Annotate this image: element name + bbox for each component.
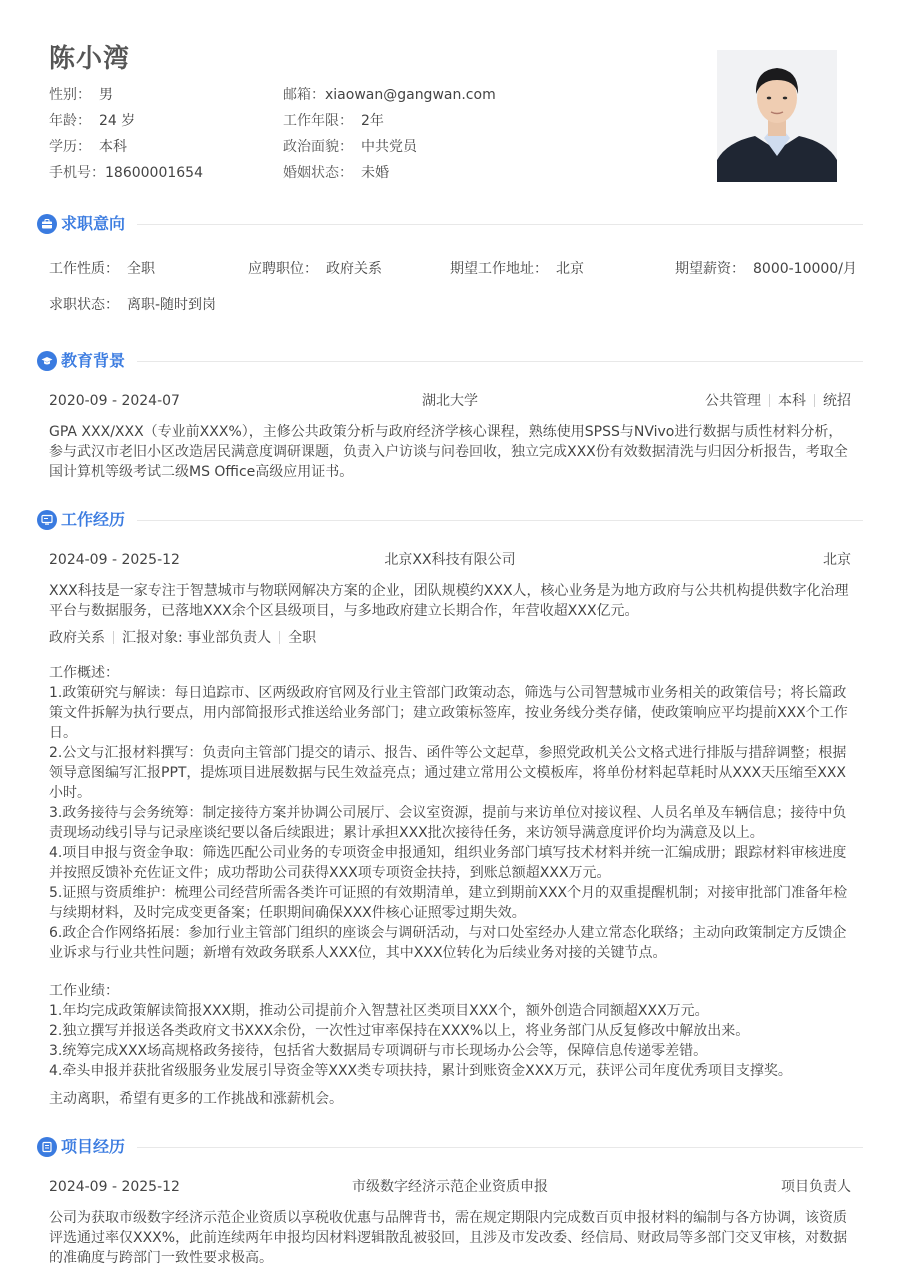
work-overview-item: 5.证照与资质维护：梳理公司经营所需各类许可证照的有效期清单，建立到期前XXX个月的双重提醒机制；对接审批部门准备年检与续期材料，及时完成变更备案；任职期间确保XXX件核心证照零过期失效。: [49, 885, 848, 921]
list-icon: [37, 1137, 57, 1157]
education-value: 本科: [99, 139, 127, 155]
section-header-project: [37, 1135, 863, 1159]
tag-separator: [113, 631, 114, 644]
marital-label: 婚姻状态：: [283, 165, 353, 181]
email-field: [283, 85, 496, 105]
work-overview-title: 工作概述：: [49, 665, 119, 681]
project-date: 2024-09 - 2025-12: [49, 1179, 180, 1195]
briefcase-icon: [37, 214, 57, 234]
years-value: 2年: [361, 113, 384, 129]
work-company-intro: XXX科技是一家专注于智慧城市与物联网解决方案的企业，团队规模约XXX人，核心业务是为地方政府与公共机构提供数字化治理平台与数据服务，已落地XXX余个区县级项目，与多地政府建立长期合作，年营收超XXX亿元。: [49, 583, 849, 619]
email-label: 邮箱：: [283, 87, 325, 103]
intent-location-label: 期望工作地址：: [450, 261, 548, 277]
email-value[interactable]: xiaowan@gangwan.com: [325, 87, 496, 103]
work-tags: [49, 628, 316, 648]
work-achievement-item: 1.年均完成政策解读简报XXX期，推动公司提前介入智慧社区类项目XXX个，额外创造合同额超XXX万元。: [49, 1003, 709, 1019]
candidate-name: 陈小湾: [49, 44, 131, 74]
marital-field: [283, 163, 389, 183]
work-date: 2024-09 - 2025-12: [49, 552, 180, 568]
age-value: 24 岁: [99, 113, 136, 129]
work-overview-item: 1.政策研究与解读：每日追踪市、区两级政府官网及行业主管部门政策动态，筛选与公司智慧城市业务相关的政策信号；将长篇政策文件拆解为执行要点，用内部简报形式推送给业务部门；建立政策标签库，按业务线分类存储，使政策响应平均提前XXX个工作日。: [49, 685, 848, 741]
profile-photo: [717, 50, 837, 182]
work-overview-item: 6.政企合作网络拓展：参加行业主管部门组织的座谈会与调研活动，与对口处室经办人建立常态化联络；主动向政策制定方反馈企业诉求与行业共性问题；新增有效政务联系人XXX位，其中XXX位转化为后续业务对接的关键节点。: [49, 925, 847, 961]
work-tag-role: 政府关系: [49, 630, 105, 646]
phone-label: 手机号：: [49, 165, 105, 181]
education-tags: [705, 391, 851, 411]
intent-position-value: 政府关系: [326, 261, 382, 277]
work-achievement-item: 2.独立撰写并报送各类政府文书XXX余份，一次性过审率保持在XXX%以上，将业务部门从反复修改中解放出来。: [49, 1023, 750, 1039]
politics-label: 政治面貌：: [283, 139, 353, 155]
work-tag-report: 汇报对象: 事业部负责人: [122, 630, 272, 646]
intent-status: [49, 295, 216, 315]
intent-status-value: 离职-随时到岗: [127, 297, 217, 313]
education-label: 学历：: [49, 139, 91, 155]
work-overview-item: 3.政务接待与会务统筹：制定接待方案并协调公司展厅、会议室资源，提前与来访单位对接议程、人员名单及车辆信息；接待中负责现场动线引导与记录座谈纪要以备后续跟进；累计承担XXX批次接待任务，来访领导满意度评价均为满意及以上。: [49, 805, 847, 841]
phone-field: [49, 163, 203, 183]
graduation-cap-icon: [37, 351, 57, 371]
tag-separator: [769, 394, 770, 407]
work-company: 北京XX科技有限公司: [384, 552, 516, 568]
work-achievements: [49, 981, 855, 1081]
section-title-education: 教育背景: [61, 351, 126, 370]
education-school: 湖北大学: [422, 393, 478, 409]
marital-value: 未婚: [361, 165, 389, 181]
work-overview-item: 4.项目申报与资金争取：筛选匹配公司业务的专项资金申报通知，组织业务部门填写技术材料并统一汇编成册；跟踪材料审核进度并按照反馈补充佐证文件；成功帮助公司获得XXX项专项资金扶持，到账总额超XXX万元。: [49, 845, 847, 881]
section-header-education: [37, 349, 863, 373]
politics-value: 中共党员: [361, 139, 417, 155]
section-divider: [137, 224, 863, 225]
gender-value: 男: [99, 87, 113, 103]
education-field: [49, 137, 127, 157]
work-city: 北京: [823, 552, 851, 568]
intent-position-label: 应聘职位：: [248, 261, 318, 277]
work-overview: [49, 663, 855, 963]
gender-field: [49, 85, 113, 105]
gender-label: 性别：: [49, 87, 91, 103]
age-field: [49, 111, 135, 131]
section-header-intent: [37, 212, 863, 236]
intent-type-value: 全职: [127, 261, 155, 277]
work-tag-type: 全职: [288, 630, 317, 646]
age-label: 年龄：: [49, 113, 91, 129]
intent-location-value: 北京: [556, 261, 584, 277]
education-major: 公共管理: [705, 393, 761, 409]
intent-salary: [675, 259, 857, 279]
politics-field: [283, 137, 417, 157]
work-leave-reason: 主动离职，希望有更多的工作挑战和涨薪机会。: [49, 1091, 343, 1107]
work-achievement-item: 4.牵头申报并获批省级服务业发展引导资金等XXX类专项扶持，累计到账资金XXX万元，获评公司年度优秀项目支撑奖。: [49, 1063, 792, 1079]
work-achievement-item: 3.统筹完成XXX场高规格政务接待，包括省大数据局专项调研与市长现场办公会等，保障信息传递零差错。: [49, 1043, 708, 1059]
section-divider: [137, 361, 863, 362]
monitor-icon: [37, 510, 57, 530]
intent-type: [49, 259, 155, 279]
work-overview-item: 2.公文与汇报材料撰写：负责向主管部门提交的请示、报告、函件等公文起草，参照党政机关公文格式进行排版与措辞调整；根据领导意图编写汇报PPT，提炼项目进展数据与民生效益亮点；通过建立常用公文模板库，将单份材料起草耗时从XXX天压缩至XXX小时。: [49, 745, 847, 801]
project-description: 公司为获取市级数字经济示范企业资质以享税收优惠与品牌背书，需在规定期限内完成数百页申报材料的编制与各方协调，该资质评选通过率仅XXX%，此前连续两年申报均因材料逻辑散乱被驳回，且涉及市发改委、经信局、财政局等多部门交叉审核，对数据的准确度与跨部门一致性要求极高。: [49, 1210, 848, 1266]
education-degree: 本科: [778, 393, 806, 409]
work-achievements-title: 工作业绩：: [49, 983, 119, 999]
years-field: [283, 111, 384, 131]
portrait-image: [717, 50, 837, 182]
tag-separator: [279, 631, 280, 644]
section-title-intent: 求职意向: [61, 214, 126, 233]
years-label: 工作年限：: [283, 113, 353, 129]
phone-value[interactable]: 18600001654: [105, 165, 203, 181]
section-title-work: 工作经历: [61, 510, 126, 529]
intent-location: [450, 259, 584, 279]
project-role: 项目负责人: [781, 1179, 851, 1195]
project-name: 市级数字经济示范企业资质申报: [352, 1179, 548, 1195]
education-mode: 统招: [823, 393, 851, 409]
education-description: GPA XXX/XXX（专业前XXX%），主修公共政策分析与政府经济学核心课程，熟练使用SPSS与NVivo进行数据与质性材料分析，参与武汉市老旧小区改造居民满意度调研课题，负责入户访谈与问卷回收，独立完成XXX份有效数据清洗与归因分析报告，考取全国计算机等级考试二级MS Office高级应用证书。: [49, 424, 848, 480]
intent-salary-label: 期望薪资：: [675, 261, 745, 277]
section-header-work: [37, 508, 863, 532]
intent-type-label: 工作性质：: [49, 261, 119, 277]
tag-separator: [814, 394, 815, 407]
intent-position: [248, 259, 382, 279]
section-divider: [137, 520, 863, 521]
section-divider: [137, 1147, 863, 1148]
intent-status-label: 求职状态：: [49, 297, 119, 313]
education-date: 2020-09 - 2024-07: [49, 393, 180, 409]
section-title-project: 项目经历: [61, 1137, 126, 1156]
intent-salary-value: 8000-10000/月: [753, 261, 857, 277]
